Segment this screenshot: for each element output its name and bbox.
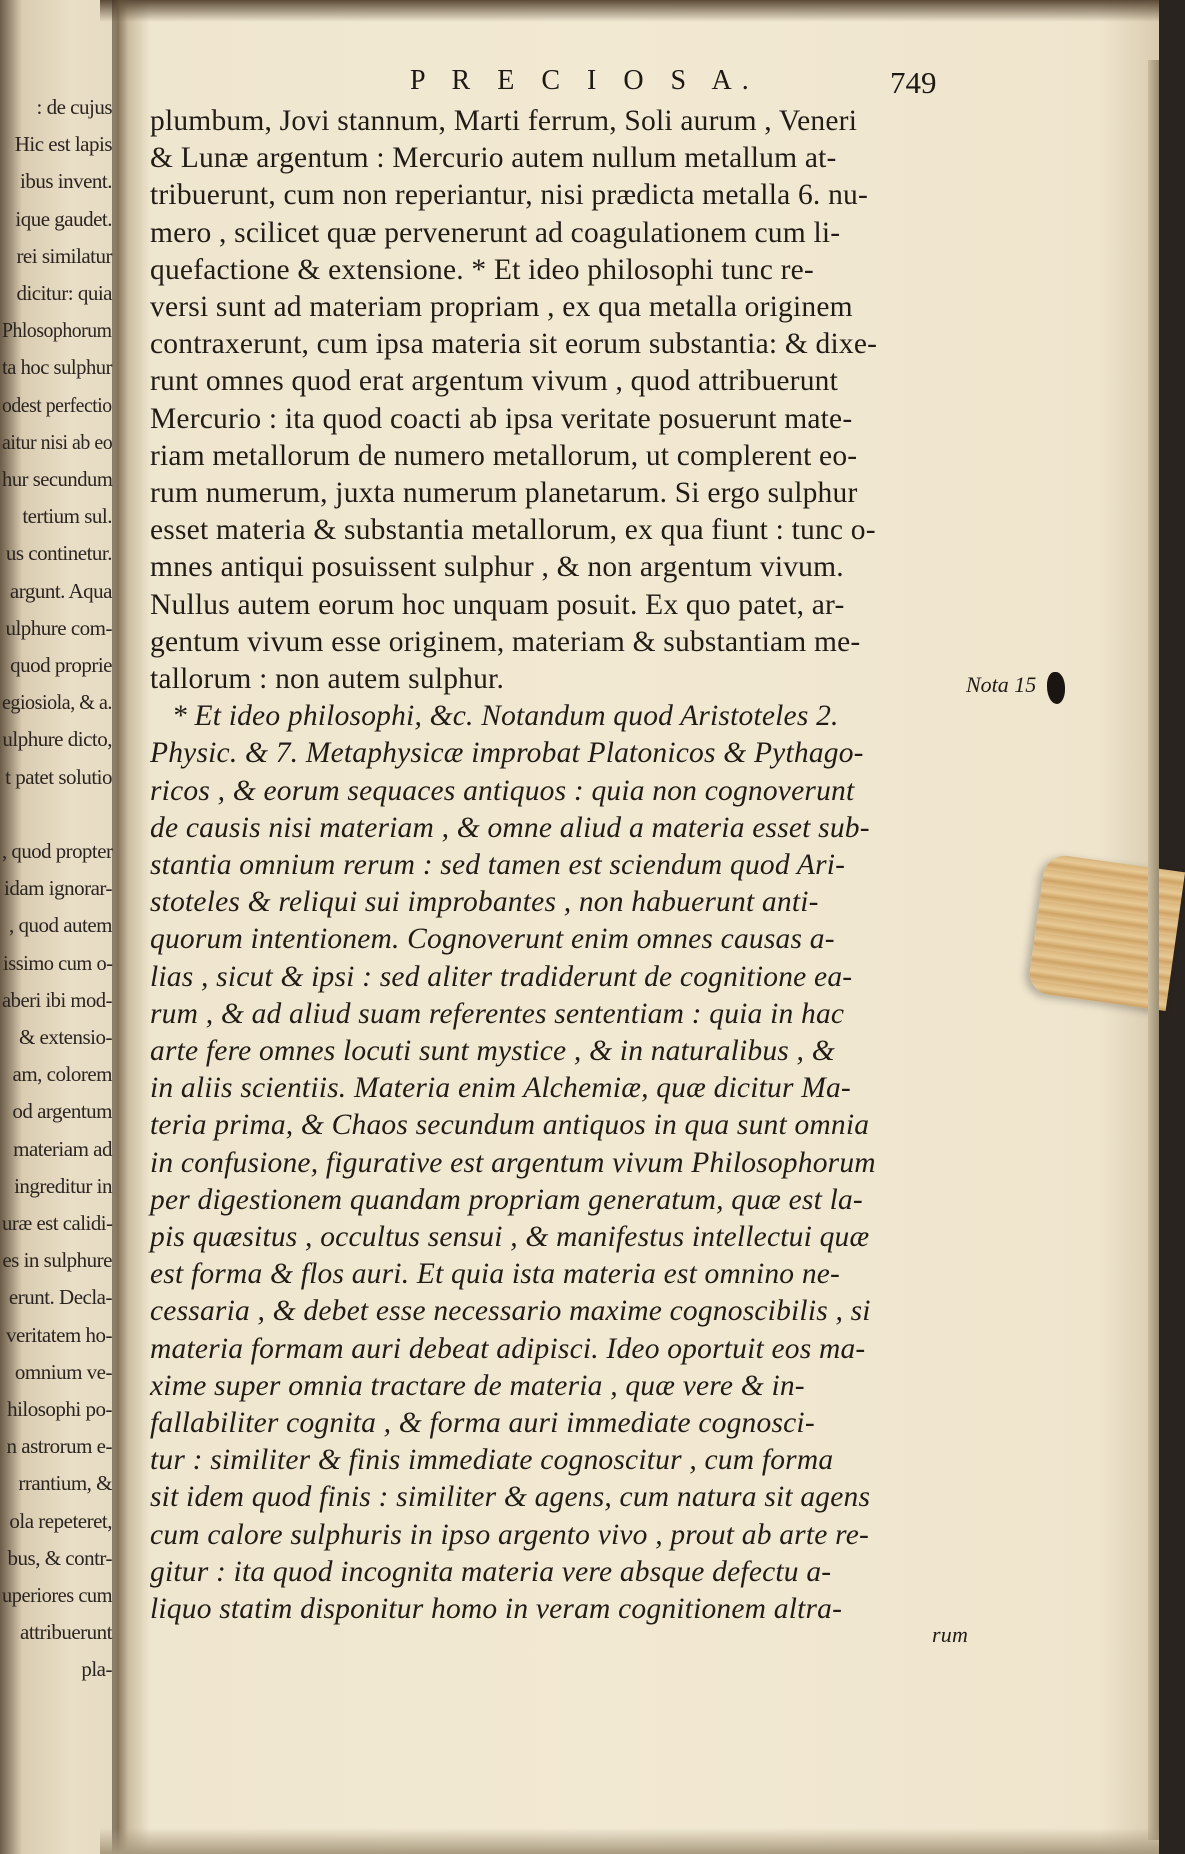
text-line: gentum vivum esse originem, materiam & substantiam me- xyxy=(150,625,861,658)
left-page-text-line: egiosiola, & a. xyxy=(1,690,112,715)
text-line: rum numerum, juxta numerum planetarum. Si ergo sulphur xyxy=(150,477,858,509)
text-line: materia formam auri debeat adipisci. Ideo oportuit eos ma- xyxy=(150,1332,866,1365)
text-line: pis quæsitus , occultus sensui , & manifestus intellectui quæ xyxy=(150,1221,870,1253)
text-line: rum , & ad aliud suam referentes sententiam : quia in hac xyxy=(150,997,845,1030)
text-line: de causis nisi materiam , & omne aliud a materia esset sub- xyxy=(150,811,870,844)
text-line: teria prima, & Chaos secundum antiquos in qua sunt omnia xyxy=(150,1109,870,1142)
text-line: arte fere omnes locuti sunt mystice , & in naturalibus , & xyxy=(150,1035,835,1067)
left-page-text-line: ola repeteret, xyxy=(9,1508,112,1533)
text-line: runt omnes quod erat argentum vivum , quod attribuerunt xyxy=(150,365,839,398)
left-page-text-line: aberi ibi mod- xyxy=(2,987,112,1012)
text-line: in confusione, figurative est argentum vivum Philosophorum xyxy=(150,1146,876,1179)
left-page-text-line: ingreditur in xyxy=(14,1173,112,1198)
left-page-text-line: Hic est lapis xyxy=(14,132,112,157)
text-line: versi sunt ad materiam propriam , ex qua metalla originem xyxy=(150,291,853,323)
left-page-text-line: uræ est calidi- xyxy=(1,1211,112,1235)
text-line: esset materia & substantia metallorum, ex qua fiunt : tunc o- xyxy=(150,514,876,547)
text-line: in aliis scientiis. Materia enim Alchemiæ, quæ dicitur Ma- xyxy=(150,1072,851,1105)
main-page xyxy=(150,55,970,1815)
left-page-text-line: rrantium, & xyxy=(18,1471,112,1496)
text-line: sit idem quod finis : similiter & agens, cum natura sit agens xyxy=(150,1481,871,1514)
left-page-text-line: ulphure com- xyxy=(5,615,112,640)
page-right-edge xyxy=(1148,60,1159,1840)
left-page-text-line: , quod autem xyxy=(8,913,112,938)
left-page-text-line: attribuerunt xyxy=(20,1620,112,1645)
text-line: liquo statim disponitur homo in veram cognitionem altra- xyxy=(150,1593,843,1625)
left-page-text-line: t patet solutio xyxy=(5,764,112,789)
text-line: quefactione & extensione. * Et ideo philosophi tunc re- xyxy=(150,253,814,286)
bookmark-tab xyxy=(1027,853,1185,1011)
left-page-text-line: od argentum xyxy=(12,1099,112,1124)
left-page-text-line: bus, & contr- xyxy=(7,1545,112,1570)
left-page-text-line: omnium ve- xyxy=(14,1359,112,1384)
left-page-text-line: es in sulphure xyxy=(2,1248,112,1273)
left-page-text-line: rei similatur xyxy=(16,243,112,268)
marginal-note: Nota 15 xyxy=(966,672,1037,697)
running-head: P R E C I O S A. xyxy=(410,65,759,96)
text-line: fallabiliter cognita , & forma auri immediate cognosci- xyxy=(150,1407,815,1439)
text-line: quorum intentionem. Cognoverunt enim omnes causas a- xyxy=(150,923,835,956)
left-page-text-line: aitur nisi ab eo xyxy=(1,429,112,454)
text-line: Physic. & 7. Metaphysicæ improbat Platonicos & Pythago- xyxy=(150,737,864,770)
left-facing-page-fragment xyxy=(0,95,112,1682)
text-line: ricos , & eorum sequaces antiquos : quia non cognoverunt xyxy=(150,774,855,807)
left-page-text-line: materiam ad xyxy=(13,1136,112,1161)
left-page-text-line: n astrorum e- xyxy=(6,1434,112,1459)
text-line: mnes antiqui posuissent sulphur , & non argentum vivum. xyxy=(150,551,844,584)
text-line: riam metallorum de numero metallorum, ut complerent eo- xyxy=(150,439,858,472)
left-page-text-line: argunt. Aqua xyxy=(9,578,112,603)
left-page-text-line: , quod propter xyxy=(1,839,112,863)
text-line: cum calore sulphuris in ipso argento vivo , prout ab arte re- xyxy=(150,1518,870,1551)
left-page-text-line: hilosophi po- xyxy=(7,1397,112,1421)
text-line: stantia omnium rerum : sed tamen est sciendum quod Ari- xyxy=(150,849,846,881)
left-page-text-line: am, colorem xyxy=(12,1062,112,1087)
text-line: & Lunæ argentum : Mercurio autem nullum metallum at- xyxy=(150,142,837,175)
left-page-text-line: issimo cum o- xyxy=(2,950,112,975)
top-edge-shadow xyxy=(100,0,1159,22)
text-line: contraxerunt, cum ipsa materia sit eorum substantia: & dixe- xyxy=(150,328,878,361)
left-page-text-line: ibus invent. xyxy=(20,169,112,194)
book-gutter xyxy=(112,0,128,1854)
left-page-text-line: uperiores cum xyxy=(2,1583,112,1607)
text-line: est forma & flos auri. Et quia ista materia est omnino ne- xyxy=(150,1258,841,1291)
text-line: tallorum : non autem sulphur. xyxy=(150,663,505,695)
left-page-text-line: dicitur: quia xyxy=(16,281,112,305)
left-page-text-line: quod proprie xyxy=(10,653,112,677)
ink-blot xyxy=(1047,672,1065,704)
left-page-text-line: us continetur. xyxy=(5,541,112,566)
text-line: plumbum, Jovi stannum, Marti ferrum, Soli aurum , Veneri xyxy=(150,105,858,137)
text-line: lias , sicut & ipsi : sed aliter tradiderunt de cognitione ea- xyxy=(150,960,853,993)
text-line: gitur : ita quod incognita materia vere absque defectu a- xyxy=(150,1555,832,1588)
text-line: tribuerunt, cum non reperiantur, nisi prædicta metalla 6. nu- xyxy=(150,179,868,212)
text-line: mero , scilicet quæ pervenerunt ad coagulationem cum li- xyxy=(150,216,841,249)
left-page-text-line: ulphure dicto, xyxy=(2,727,112,752)
page-number: 749 xyxy=(890,65,937,100)
left-page-text-line: idam ignorar- xyxy=(4,876,112,901)
text-line: Mercurio : ita quod coacti ab ipsa veritate posuerunt mate- xyxy=(150,402,853,435)
left-page-text-line: tertium sul. xyxy=(22,504,112,529)
left-page-text-line: hur secundum xyxy=(1,467,112,491)
left-page-text-line: odest perfectio xyxy=(2,392,112,417)
text-line: * Et ideo philosophi, &c. Notandum quod Aristoteles 2. xyxy=(172,700,839,733)
left-page-text-line: veritatem ho- xyxy=(5,1322,112,1347)
text-line: stoteles & reliqui sui improbantes , non habuerunt anti- xyxy=(150,886,819,919)
left-page-text-line: pla- xyxy=(81,1657,112,1682)
text-line: cessaria , & debet esse necessario maxime cognoscibilis , si xyxy=(150,1295,871,1328)
left-page-text-line: ta hoc sulphur xyxy=(2,355,112,380)
text-line: Nullus autem eorum hoc unquam posuit. Ex quo patet, ar- xyxy=(150,588,845,621)
text-line: tur : similiter & finis immediate cognoscitur , cum forma xyxy=(150,1444,834,1477)
text-line: rum xyxy=(932,1622,969,1648)
left-page-text-line: ique gaudet. xyxy=(15,206,112,231)
page-bottom-edge xyxy=(100,1828,1159,1854)
text-line: xime super omnia tractare de materia , quæ vere & in- xyxy=(150,1369,805,1402)
left-page-text-line: Phlosophorum xyxy=(2,318,112,343)
text-line: per digestionem quandam propriam generatum, quæ est la- xyxy=(150,1183,863,1216)
left-page-text-line: : de cujus xyxy=(36,95,112,119)
left-page-text-line: & extensio- xyxy=(18,1025,112,1049)
left-page-text-line: erunt. Decla- xyxy=(8,1285,112,1310)
